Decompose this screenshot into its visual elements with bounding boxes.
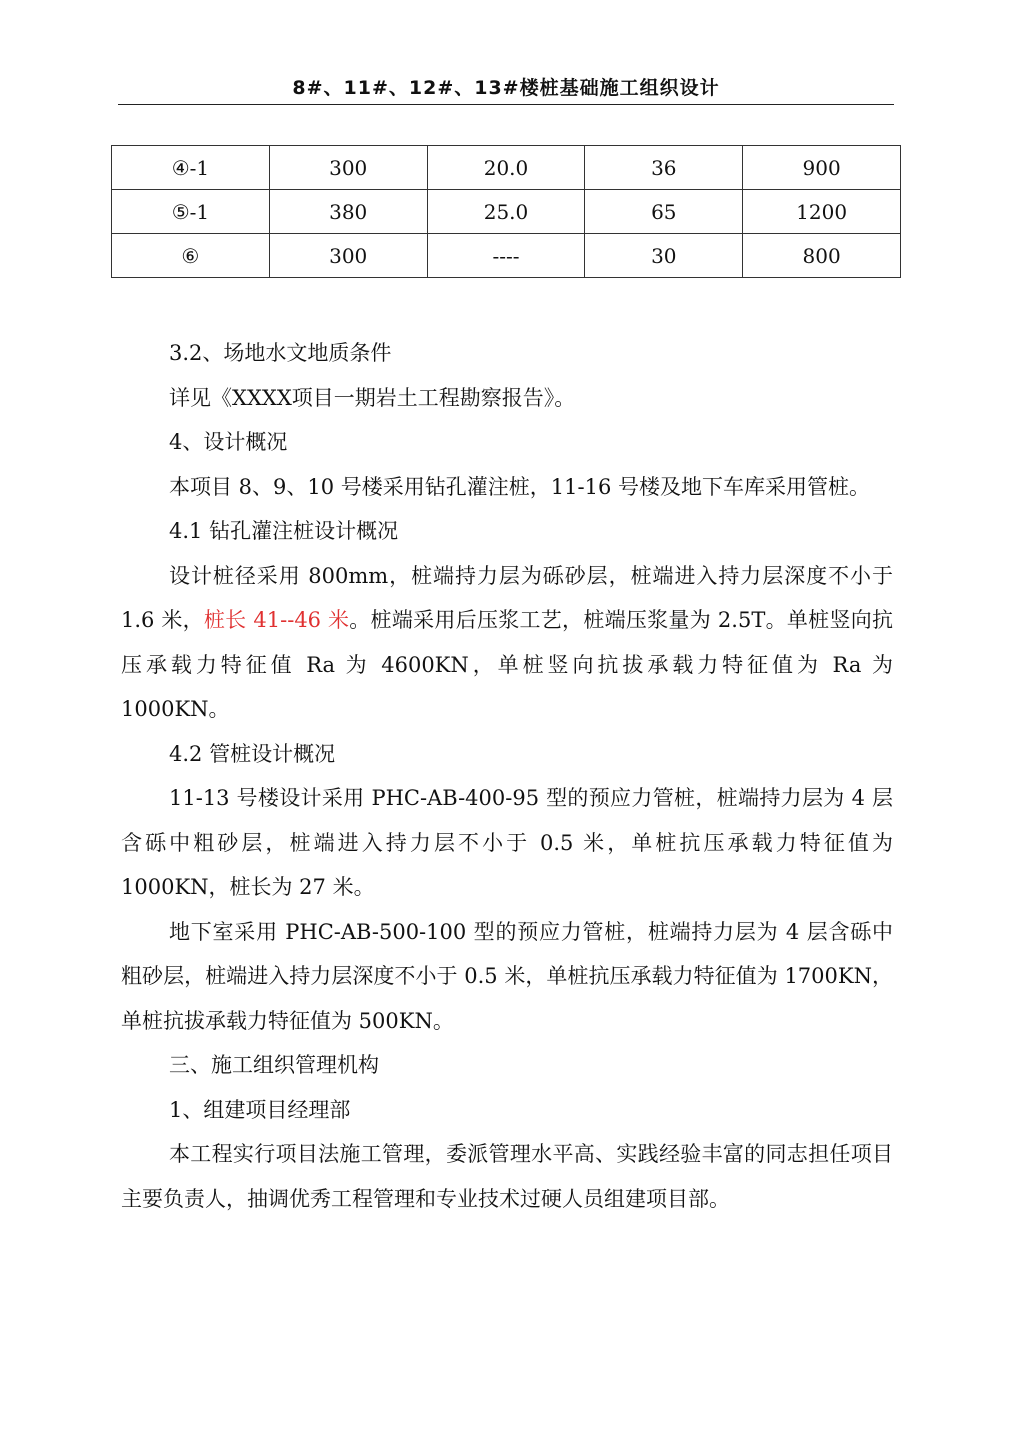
section-heading: 三、施工组织管理机构 [169,1053,379,1077]
paragraph-text: 设计桩径采用 800mm，桩端持力层为砾砂层，桩端进入持力层深度不小于 1.6 米， [121,563,893,632]
table-cell: 300 [269,146,427,190]
table-cell: ⑤-1 [112,190,270,234]
table-cell: 300 [269,234,427,278]
table-cell: ⑥ [112,234,270,278]
section-heading: 3.2、场地水文地质条件 [169,341,392,365]
table-row [112,190,901,234]
table-cell: ---- [427,234,585,278]
table-cell: 20.0 [427,146,585,190]
table-cell: 380 [269,190,427,234]
section-heading: 4.2 管桩设计概况 [169,741,336,766]
paragraph: 本项目 8、9、10 号楼采用钻孔灌注桩，11-16 号楼及地下车库采用管桩。 [169,474,871,499]
table-cell: 36 [585,146,743,190]
header-divider [118,104,894,105]
paragraph: 本工程实行项目法施工管理，委派管理水平高、实践经验丰富的同志担任项目主要负责人，抽调优秀工程管理和专业技术过硬人员组建项目部。 [121,1142,893,1211]
section-heading: 4.1 钻孔灌注桩设计概况 [169,519,399,543]
table-cell: 800 [743,234,901,278]
table-row [112,146,901,190]
table-cell: 25.0 [427,190,585,234]
highlighted-pile-length: 桩长 41--46 米 [203,608,350,632]
paragraph: 11-13 号楼设计采用 PHC-AB-400-95 型的预应力管桩，桩端持力层为 4 层含砾中粗砂层，桩端进入持力层不小于 0.5 米，单桩抗压承载力特征值为 1000KN，桩长为 27 米。 [121,786,893,899]
table-cell: 30 [585,234,743,278]
soil-parameter-table [111,145,901,278]
table-cell: ④-1 [112,146,270,190]
section-heading: 4、设计概况 [169,430,288,454]
table-cell: 900 [743,146,901,190]
table-cell: 65 [585,190,743,234]
paragraph: 地下室采用 PHC-AB-500-100 型的预应力管桩，桩端持力层为 4 层含砾中粗砂层，桩端进入持力层深度不小于 0.5 米，单桩抗压承载力特征值为 1700KN，单桩抗拔承载力特征值为 500KN。 [121,919,893,1033]
paragraph: 详见《XXXX项目一期岩土工程勘察报告》。 [169,385,576,410]
section-heading: 1、组建项目经理部 [169,1097,351,1122]
document-body [121,331,893,1221]
table-row [112,234,901,278]
paragraph-text: 。桩端采用后压浆工艺，桩端压浆量为 2.5T。单桩竖向抗压承载力特征值 Ra 为 4600KN，单桩竖向抗拔承载力特征值为 Ra 为 1000KN。 [121,608,893,721]
paragraph [121,554,893,732]
table-cell: 1200 [743,190,901,234]
page-header-title: 8#、11#、12#、13#楼桩基础施工组织设计 [292,77,720,99]
